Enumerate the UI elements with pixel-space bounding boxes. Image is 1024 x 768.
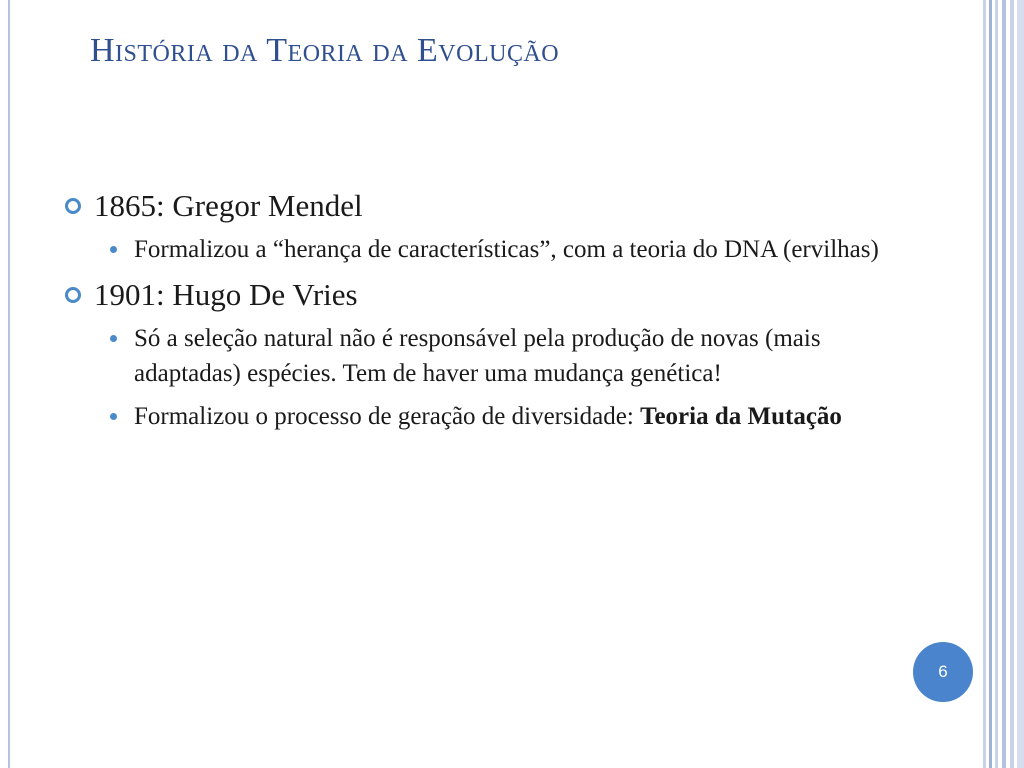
right-decorative-stripes — [980, 0, 1024, 768]
sub-bullet-mendel-heranca — [62, 232, 882, 267]
sub-bullet-de-vries-mutacao — [62, 399, 882, 434]
dot-bullet-icon — [110, 413, 117, 420]
bullet-mendel — [62, 186, 882, 226]
sub-bullet-de-vries-selecao — [62, 321, 882, 391]
left-border-line — [8, 0, 10, 768]
circle-bullet-icon — [65, 287, 81, 303]
bullet-text: 1865: Gregor Mendel — [94, 188, 363, 223]
slide-content — [62, 186, 882, 442]
circle-bullet-icon — [65, 198, 81, 214]
sub-bullet-text: Formalizou a “herança de características”, com a teoria do DNA (ervilhas) — [134, 236, 879, 263]
sub-bullet-text: Formalizou o processo de geração de diversidade: — [134, 403, 641, 430]
bold-term: Teoria da Mutação — [640, 403, 842, 430]
bullet-text: 1901: Hugo De Vries — [94, 277, 358, 312]
slide-title: História da Teoria da Evolução — [90, 32, 560, 69]
dot-bullet-icon — [110, 246, 117, 253]
dot-bullet-icon — [110, 335, 117, 342]
bullet-de-vries — [62, 275, 882, 315]
page-number-badge: 6 — [913, 642, 973, 702]
sub-bullet-text: Só a seleção natural não é responsável pela produção de novas (mais adaptadas) espécies. Tem de haver uma mudança genética! — [134, 325, 821, 387]
